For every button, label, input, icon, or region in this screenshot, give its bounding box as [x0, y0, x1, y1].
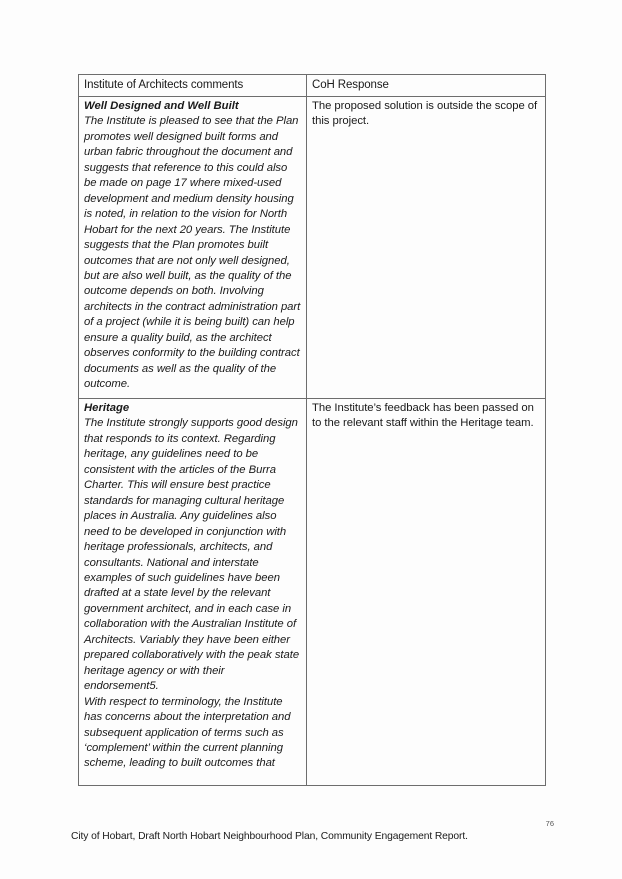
response-body: The proposed solution is outside the scope of this project. [312, 100, 538, 128]
table-header [79, 75, 546, 97]
comment-heading: Well Designed and Well Built [84, 100, 239, 112]
comment-body-continued: With respect to terminology, the Institute has concerns about the interpretation and subsequent application of terms such as ‘complement’ within the current planning scheme, leading to built outcomes that [84, 695, 291, 770]
comment-body: The Institute is pleased to see that the Plan promotes well designed built forms and urban fabric throughout the document and suggests that reference to this could also be made on page 17 where mixed-used development and medium density housing is noted, in relation to the vision for North Hobart for the next 20 years. The Institute suggests that the Plan promotes built outcomes that are not only well designed, but are also well built, as the quality of the outcome depends on both. Involving architects in the contract administration part of a project (while it is being built) can help ensure a quality build, as the architect observes conformity to the building contract documents as well as the quality of the outcome. [84, 115, 301, 391]
table-row [79, 97, 546, 399]
page-number: 76 [545, 819, 554, 828]
table-body [79, 97, 546, 786]
cell-comment-heritage [79, 399, 307, 786]
comment-body: The Institute strongly supports good design that responds to its context. Regarding heritage, any guidelines need to be consistent with the articles of the Burra Charter. This will ensure best practice standards for managing cultural heritage places in Australia. Any guidelines also need to be developed in conjunction with heritage professionals, architects, and consultants. National and interstate examples of such guidelines have been drafted at a state level by the relevant government architect, and in each case in collaboration with the Australian Institute of Architects. Variably they have been either prepared collaboratively with the peak state heritage agency or with their endorsement5. [84, 417, 300, 693]
column-header-coh-response: CoH Response [307, 75, 546, 97]
column-header-institute-comments: Institute of Architects comments [79, 75, 307, 97]
cell-comment-well-designed [79, 97, 307, 399]
table-row [79, 399, 546, 786]
cell-response-well-designed [307, 97, 546, 399]
cell-response-heritage [307, 399, 546, 786]
response-body: The Institute’s feedback has been passed on to the relevant staff within the Heritage team. [312, 402, 534, 430]
table-header-row [79, 75, 546, 97]
comments-response-table [78, 74, 546, 786]
comment-heading: Heritage [84, 402, 130, 414]
footer-text: City of Hobart, Draft North Hobart Neighbourhood Plan, Community Engagement Report. [71, 831, 468, 842]
